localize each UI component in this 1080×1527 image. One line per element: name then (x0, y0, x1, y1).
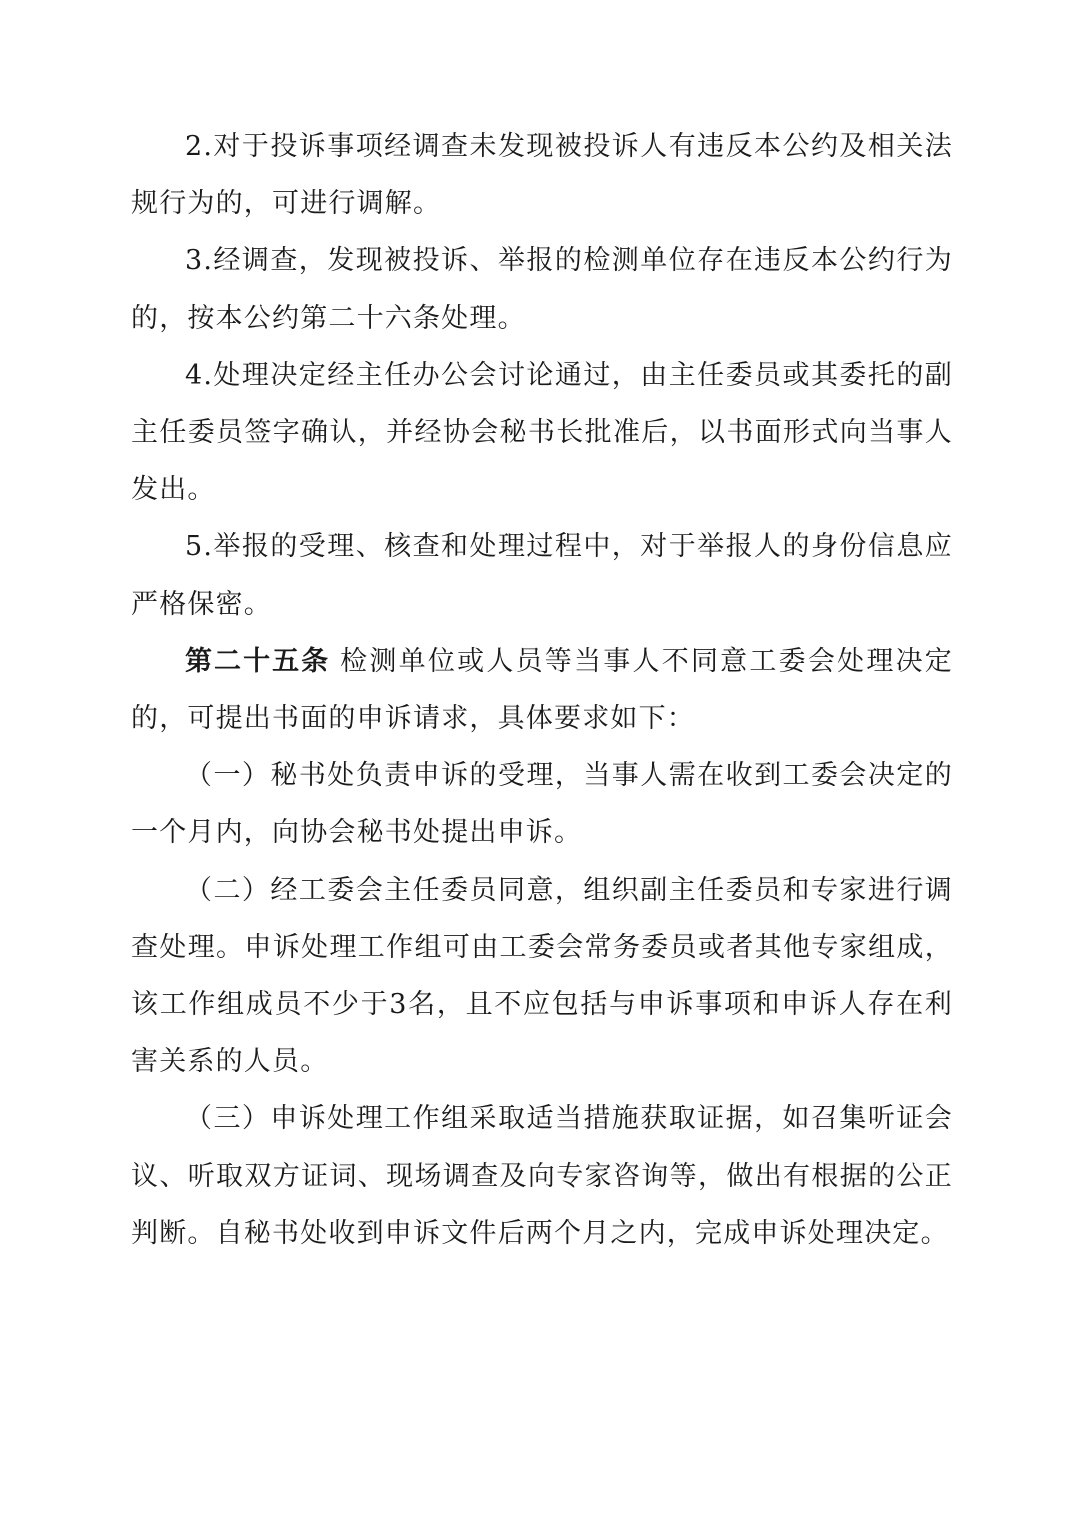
document-page (131, 118, 953, 1262)
paragraph-item-4: 4.处理决定经主任办公会讨论通过，由主任委员或其委托的副主任委员签字确认，并经协会秘书长批准后，以书面形式向当事人发出。 (131, 359, 953, 506)
paragraph-item-3: 3.经调查，发现被投诉、举报的检测单位存在违反本公约行为的，按本公约第二十六条处理。 (131, 245, 953, 334)
paragraph-item-2: 2.对于投诉事项经调查未发现被投诉人有违反本公约及相关法规行为的，可进行调解。 (131, 131, 953, 220)
article-25-paragraph (131, 633, 953, 747)
clause-item-3: （三）申诉处理工作组采取适当措施获取证据，如召集听证会议、听取双方证词、现场调查及向专家咨询等，做出有根据的公正判断。自秘书处收到申诉文件后两个月之内，完成申诉处理决定。 (131, 1103, 953, 1249)
clause-item-1: （一）秘书处负责申诉的受理，当事人需在收到工委会决定的一个月内，向协会秘书处提出申诉。 (131, 760, 953, 849)
clause-item-2: （二）经工委会主任委员同意，组织副主任委员和专家进行调查处理。申诉处理工作组可由工委会常务委员或者其他专家组成，该工作组成员不少于3名，且不应包括与申诉事项和申诉人存在利害关系的人员。 (131, 874, 953, 1078)
paragraph-item-5: 5.举报的受理、核查和处理过程中，对于举报人的身份信息应严格保密。 (131, 531, 953, 620)
article-25-text: 检测单位或人员等当事人不同意工委会处理决定的，可提出书面的申诉请求，具体要求如下： (131, 645, 954, 735)
article-heading: 第二十五条 (185, 645, 331, 677)
